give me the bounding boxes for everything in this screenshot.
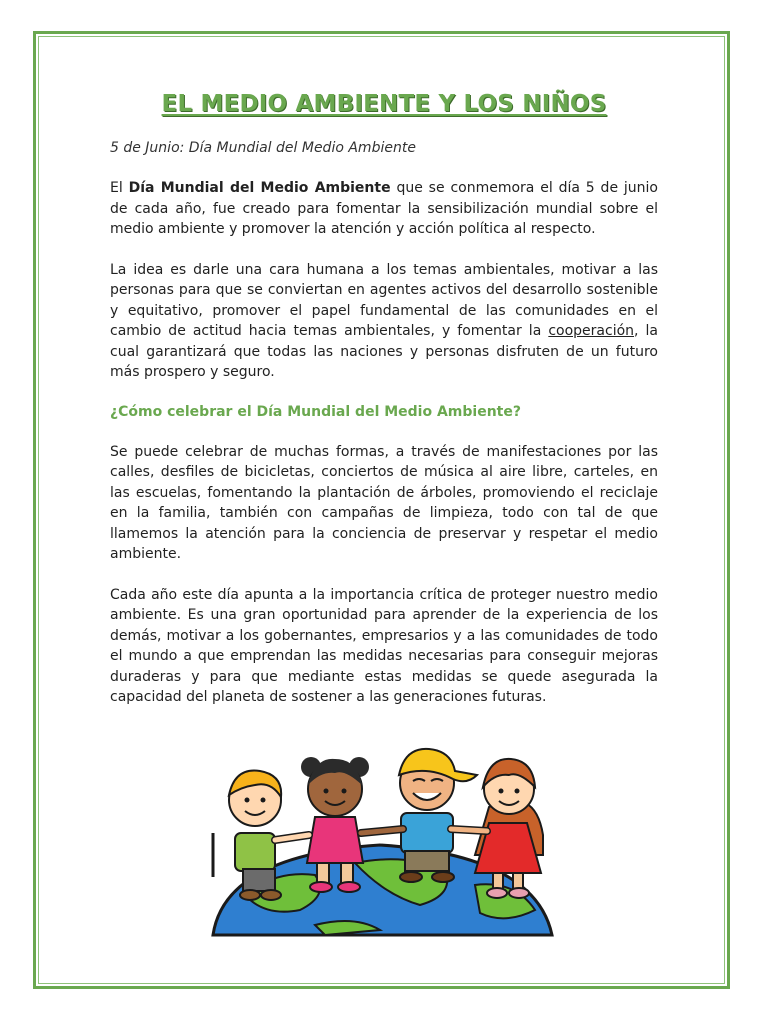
intro-bold-term: Día Mundial del Medio Ambiente bbox=[128, 180, 391, 196]
paragraph-idea bbox=[110, 260, 658, 383]
intro-text-start: El bbox=[110, 180, 129, 196]
idea-text-start: La idea es darle una cara humana a los temas ambientales, motivar a las personas para que se conviertan en agentes activos del desarrollo sostenible y equitativo, promover el papel fundamental de las comunidades en el cambio de actitud hacia temas ambientales, y fomentar la bbox=[110, 261, 658, 339]
paragraph-intro bbox=[110, 178, 658, 240]
subtitle: 5 de Junio: Día Mundial del Medio Ambiente bbox=[110, 140, 416, 156]
page-title: EL MEDIO AMBIENTE Y LOS NIÑOS bbox=[161, 91, 607, 117]
intro-text-end: que se conmemora el día 5 de junio de cada año, fue creado para fomentar la sensibilización mundial sobre el medio ambiente y promover la atención y acción política al respecto. bbox=[110, 180, 658, 237]
paragraph-celebrate: Se puede celebrar de muchas formas, a través de manifestaciones por las calles, desfiles de bicicletas, conciertos de música al aire libre, carteles, en las escuelas, fomentando la plantación de árboles, promoviendo el reciclaje en la familia, también con campañas de limpieza, todo con tal de que llamemos la atención para la conciencia de preservar y respetar el medio ambiente. bbox=[110, 443, 658, 562]
section-heading: ¿Cómo celebrar el Día Mundial del Medio Ambiente? bbox=[110, 403, 521, 420]
child-blond-boy-icon bbox=[229, 771, 281, 901]
paragraph-importance: Cada año este día apunta a la importancia crítica de proteger nuestro medio ambiente. Es una gran oportunidad para aprender de la experiencia de los demás, motivar a los gobernantes, empresarios y a las comunidades de todo el mundo a que emprendan las medidas necesarias para conseguir mejoras duraderas y para que mediante estas medidas se quede asegurada la capacidad del planeta de sostener a las generaciones futuras. bbox=[110, 586, 658, 705]
document-body bbox=[110, 80, 658, 708]
idea-text-end: , la cual garantizará que todas las naciones y personas disfruten de un futuro más prospero y seguro. bbox=[110, 323, 658, 380]
cooperacion-link[interactable]: cooperación bbox=[548, 323, 635, 339]
children-on-earth-illustration bbox=[205, 745, 560, 940]
